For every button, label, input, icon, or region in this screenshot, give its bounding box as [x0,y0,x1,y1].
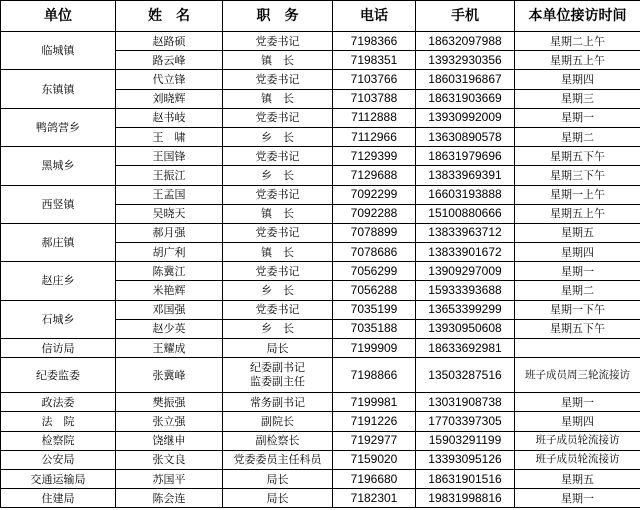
table-row [1,339,640,358]
title-cell[interactable]: 党委书记 [223,262,333,281]
name-cell[interactable]: 张冀峰 [116,358,223,393]
title-cell[interactable]: 党委书记 [223,70,333,89]
mobile-cell[interactable]: 13930992009 [416,108,515,127]
phone-cell[interactable]: 7103788 [333,89,416,108]
mobile-cell[interactable]: 13833969391 [416,166,515,185]
phone-cell[interactable]: 7198866 [333,358,416,393]
title-cell[interactable]: 镇 长 [223,51,333,70]
unit-cell[interactable]: 住建局 [1,489,116,508]
unit-cell[interactable]: 石城乡 [1,300,116,338]
table-row [1,147,640,166]
table-row [1,431,640,450]
phone-cell[interactable]: 7192977 [333,431,416,450]
mobile-cell[interactable]: 18632097988 [416,32,515,51]
title-cell[interactable]: 局长 [223,339,333,358]
name-cell[interactable]: 郝月强 [116,223,223,242]
reception-time-cell[interactable]: 班子成员轮流接访 [515,431,640,450]
reception-time-cell[interactable]: 星期五 [515,223,640,242]
name-cell[interactable]: 王孟国 [116,185,223,204]
phone-cell[interactable]: 7056299 [333,262,416,281]
table-row [1,300,640,319]
mobile-cell[interactable]: 13031908738 [416,393,515,412]
header-reception-time: 本单位接访时间 [515,1,640,32]
name-cell[interactable]: 路云峰 [116,51,223,70]
reception-time-cell[interactable]: 班子成员周三轮流接访 [515,358,640,393]
phone-cell[interactable]: 7092288 [333,204,416,223]
unit-cell[interactable]: 西竖镇 [1,185,116,223]
unit-cell[interactable]: 鸭鸽营乡 [1,108,116,146]
reception-time-cell[interactable]: 星期四 [515,70,640,89]
name-cell[interactable]: 陈冀江 [116,262,223,281]
table-row [1,223,640,242]
unit-cell[interactable]: 检察院 [1,431,116,450]
phone-cell[interactable]: 7035188 [333,319,416,338]
phone-cell[interactable]: 7129399 [333,147,416,166]
phone-cell[interactable]: 7078899 [333,223,416,242]
mobile-cell[interactable]: 13833901672 [416,243,515,262]
table-row [1,358,640,393]
table-row [1,450,640,469]
title-cell[interactable]: 镇 长 [223,204,333,223]
reception-time-cell[interactable]: 星期二 [515,127,640,146]
title-cell[interactable]: 局长 [223,489,333,508]
reception-time-cell[interactable]: 星期五 [515,469,640,488]
name-cell[interactable]: 赵路硕 [116,32,223,51]
mobile-cell[interactable]: 13503287516 [416,358,515,393]
title-cell[interactable]: 党委书记 [223,147,333,166]
mobile-cell[interactable]: 18603196867 [416,70,515,89]
phone-cell[interactable]: 7035199 [333,300,416,319]
mobile-cell[interactable]: 17703397305 [416,412,515,431]
title-cell[interactable]: 党委书记 [223,32,333,51]
reception-time-cell[interactable]: 星期二 [515,281,640,300]
unit-cell[interactable]: 政法委 [1,393,116,412]
title-cell[interactable]: 镇 长 [223,89,333,108]
mobile-cell[interactable]: 18631979696 [416,147,515,166]
reception-time-cell[interactable]: 星期一 [515,108,640,127]
name-cell[interactable]: 胡广利 [116,243,223,262]
mobile-cell[interactable]: 16603193888 [416,185,515,204]
title-cell[interactable]: 党委书记 [223,108,333,127]
name-cell[interactable]: 米艳辉 [116,281,223,300]
phone-cell[interactable]: 7112888 [333,108,416,127]
header-unit: 单位 [1,1,116,32]
table-row [1,185,640,204]
name-cell[interactable]: 苏国平 [116,469,223,488]
name-cell[interactable]: 陈会连 [116,489,223,508]
reception-time-cell[interactable]: 星期一上午 [515,185,640,204]
table-row [1,32,640,51]
unit-cell[interactable]: 交通运输局 [1,469,116,488]
title-cell[interactable]: 党委书记 [223,223,333,242]
name-cell[interactable]: 代立锋 [116,70,223,89]
phone-cell[interactable]: 7056288 [333,281,416,300]
unit-cell[interactable]: 临城镇 [1,32,116,70]
reception-time-cell[interactable]: 星期一下午 [515,300,640,319]
unit-cell[interactable]: 东镇镇 [1,70,116,108]
mobile-cell[interactable]: 18633692981 [416,339,515,358]
title-cell[interactable]: 副院长 [223,412,333,431]
mobile-cell[interactable]: 15933393688 [416,281,515,300]
mobile-cell[interactable]: 13833963712 [416,223,515,242]
reception-time-cell[interactable]: 星期五下午 [515,319,640,338]
name-cell[interactable]: 王 啸 [116,127,223,146]
header-title: 职 务 [223,1,333,32]
phone-cell[interactable]: 7103766 [333,70,416,89]
title-cell[interactable]: 乡 长 [223,127,333,146]
reception-time-cell[interactable]: 星期一 [515,489,640,508]
reception-time-cell[interactable]: 星期五下午 [515,147,640,166]
mobile-cell[interactable]: 13393095126 [416,450,515,469]
unit-cell[interactable]: 郝庄镇 [1,223,116,261]
title-cell[interactable]: 党委委员主任科员 [223,450,333,469]
phone-cell[interactable]: 7078686 [333,243,416,262]
name-cell[interactable]: 刘晓辉 [116,89,223,108]
reception-time-cell[interactable]: 星期五上午 [515,204,640,223]
table-row [1,70,640,89]
header-mobile: 手机 [416,1,515,32]
phone-cell[interactable]: 7092299 [333,185,416,204]
mobile-cell[interactable]: 13653399299 [416,300,515,319]
table-row [1,108,640,127]
mobile-cell[interactable]: 13930950608 [416,319,515,338]
mobile-cell[interactable]: 18631903669 [416,89,515,108]
header-name: 姓 名 [116,1,223,32]
table-row [1,393,640,412]
reception-time-cell[interactable]: 星期四 [515,412,640,431]
reception-time-cell[interactable]: 星期二上午 [515,32,640,51]
table-row [1,262,640,281]
phone-cell[interactable]: 7129688 [333,166,416,185]
name-cell[interactable]: 饶继申 [116,431,223,450]
mobile-cell[interactable]: 15903291199 [416,431,515,450]
header-phone: 电话 [333,1,416,32]
unit-cell[interactable]: 纪委监委 [1,358,116,393]
unit-cell[interactable]: 信访局 [1,339,116,358]
reception-time-cell[interactable]: 星期一 [515,262,640,281]
mobile-cell[interactable]: 13909297009 [416,262,515,281]
name-cell[interactable]: 吴晓天 [116,204,223,223]
phone-cell[interactable]: 7199981 [333,393,416,412]
phone-cell[interactable]: 7159020 [333,450,416,469]
name-cell[interactable]: 赵书岐 [116,108,223,127]
header-row [1,1,640,32]
title-cell[interactable]: 乡 长 [223,281,333,300]
title-cell[interactable]: 党委书记 [223,185,333,204]
name-cell[interactable]: 赵少英 [116,319,223,338]
reception-time-cell[interactable]: 星期四 [515,243,640,262]
name-cell[interactable]: 樊振强 [116,393,223,412]
title-cell[interactable]: 副检察长 [223,431,333,450]
title-cell[interactable]: 局长 [223,469,333,488]
phone-cell[interactable]: 7199909 [333,339,416,358]
name-cell[interactable]: 王国锋 [116,147,223,166]
mobile-cell[interactable]: 19831998816 [416,489,515,508]
reception-time-cell[interactable]: 星期一 [515,393,640,412]
reception-time-cell[interactable]: 星期三下午 [515,166,640,185]
name-cell[interactable]: 王耀成 [116,339,223,358]
phone-cell[interactable]: 7191226 [333,412,416,431]
phone-cell[interactable]: 7182301 [333,489,416,508]
title-cell[interactable]: 纪委副书记 监委副主任 [223,358,333,393]
reception-time-cell[interactable]: 星期五上午 [515,51,640,70]
title-cell[interactable]: 常务副书记 [223,393,333,412]
reception-time-cell[interactable] [515,339,640,358]
title-cell[interactable]: 乡 长 [223,166,333,185]
name-cell[interactable]: 张立强 [116,412,223,431]
unit-cell[interactable]: 公安局 [1,450,116,469]
table-row [1,412,640,431]
table-row [1,489,640,508]
unit-cell[interactable]: 黑城乡 [1,147,116,185]
unit-cell[interactable]: 赵庄乡 [1,262,116,300]
mobile-cell[interactable]: 18631901516 [416,469,515,488]
title-cell[interactable]: 镇 长 [223,243,333,262]
phone-cell[interactable]: 7112966 [333,127,416,146]
phone-cell[interactable]: 7196680 [333,469,416,488]
phone-cell[interactable]: 7198351 [333,51,416,70]
title-cell[interactable]: 党委书记 [223,300,333,319]
mobile-cell[interactable]: 13932930356 [416,51,515,70]
reception-time-cell[interactable]: 星期三 [515,89,640,108]
name-cell[interactable]: 张文良 [116,450,223,469]
phone-cell[interactable]: 7198366 [333,32,416,51]
mobile-cell[interactable]: 13630890578 [416,127,515,146]
reception-time-cell[interactable]: 班子成员轮流接访 [515,450,640,469]
table-row [1,469,640,488]
mobile-cell[interactable]: 15100880666 [416,204,515,223]
unit-cell[interactable]: 法 院 [1,412,116,431]
name-cell[interactable]: 邓国强 [116,300,223,319]
title-cell[interactable]: 乡 长 [223,319,333,338]
name-cell[interactable]: 王振江 [116,166,223,185]
